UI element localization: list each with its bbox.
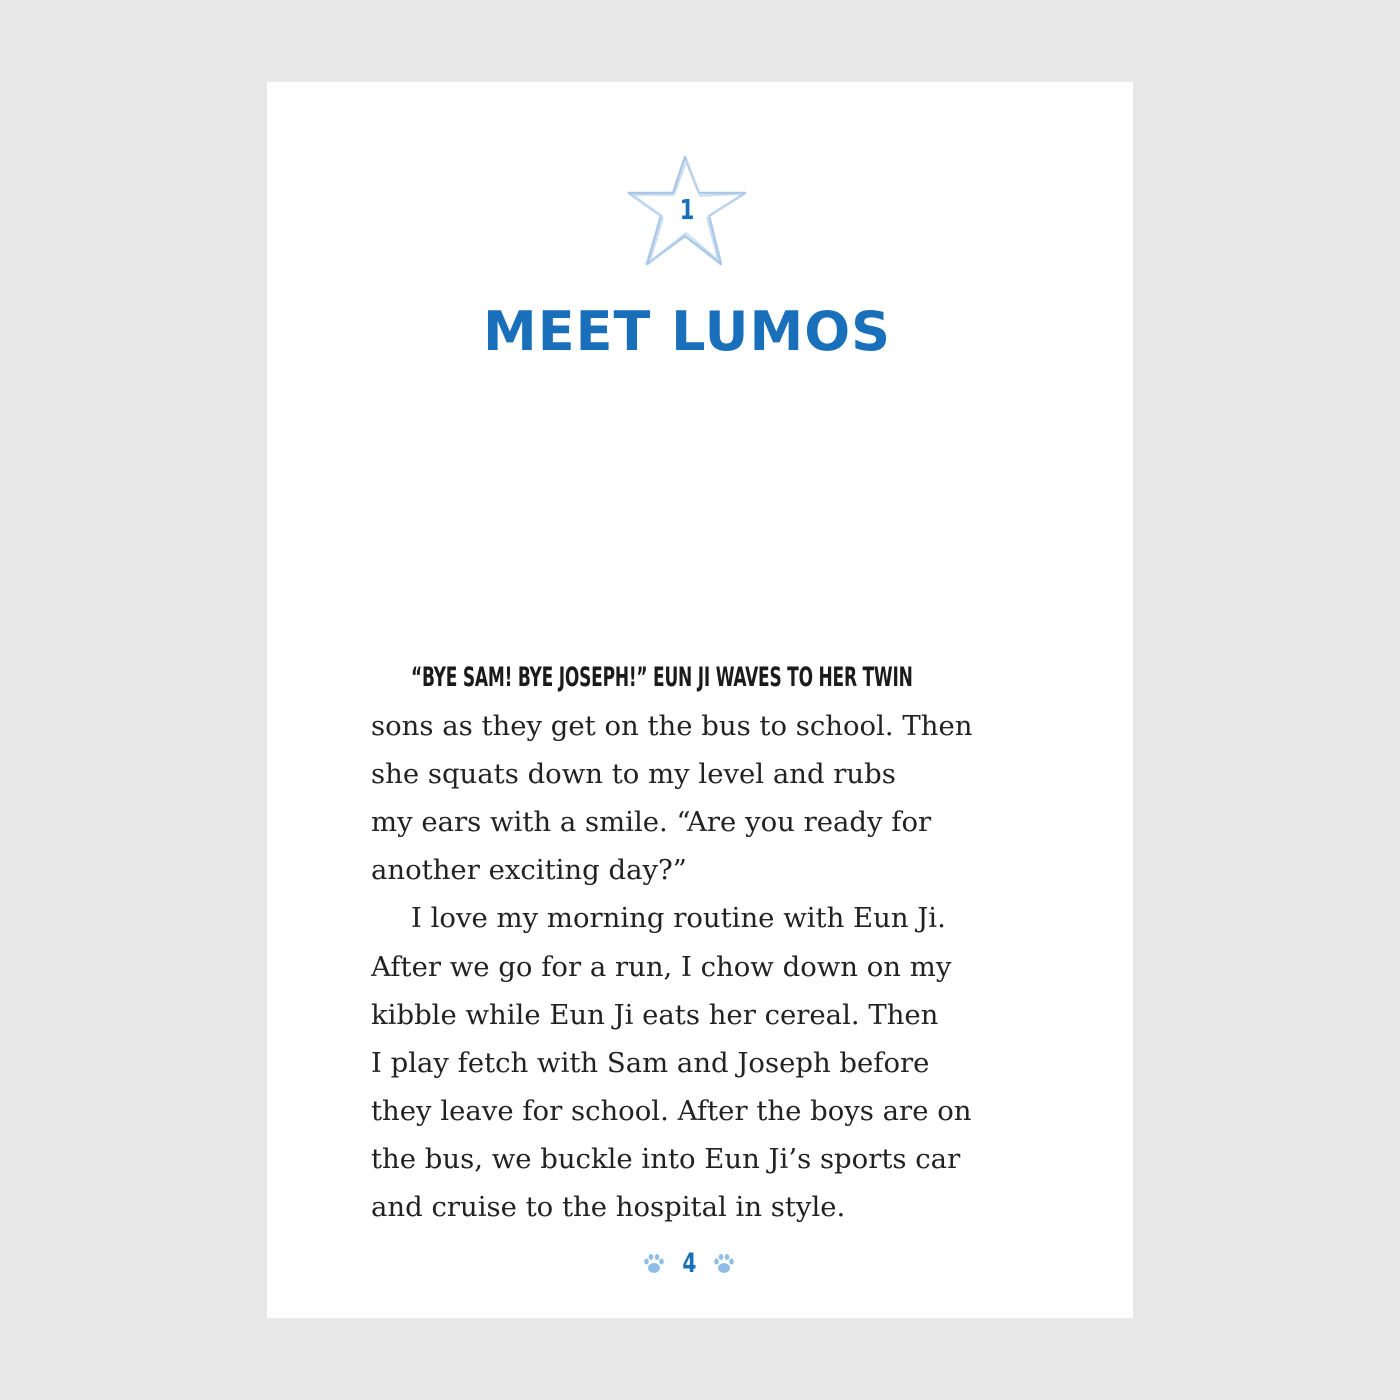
- book-page: [267, 82, 1133, 1318]
- chapter-body: [371, 653, 1011, 1231]
- paragraph-lead-line: [371, 653, 1011, 702]
- chapter-number: 1: [679, 193, 695, 226]
- text-line: my ears with a smile. “Are you ready for: [371, 806, 932, 839]
- text-line: I love my morning routine with Eun Ji.: [411, 902, 946, 935]
- chapter-title: MEET LUMOS: [482, 300, 891, 363]
- lead-in-text: “BYE SAM! BYE JOSEPH!” EUN JI WAVES TO HER TWIN: [411, 662, 913, 693]
- chapter-badge: [627, 154, 747, 269]
- text-line: she squats down to my level and rubs: [371, 758, 896, 791]
- text-line: the bus, we buckle into Eun Ji’s sports car: [371, 1142, 961, 1175]
- page-footer: [267, 1248, 1111, 1288]
- text-line: and cruise to the hospital in style.: [371, 1191, 846, 1224]
- text-line: kibble while Eun Ji eats her cereal. Then: [371, 998, 939, 1031]
- page-number: 4: [681, 1248, 697, 1279]
- paw-print-icon: [642, 1252, 666, 1276]
- text-line: they leave for school. After the boys are on: [371, 1094, 972, 1127]
- paw-print-icon: [712, 1252, 736, 1276]
- text-line: another exciting day?”: [371, 854, 687, 887]
- text-line: I play fetch with Sam and Joseph before: [371, 1046, 930, 1079]
- text-line: sons as they get on the bus to school. Then: [371, 710, 973, 743]
- text-line: After we go for a run, I chow down on my: [371, 950, 952, 983]
